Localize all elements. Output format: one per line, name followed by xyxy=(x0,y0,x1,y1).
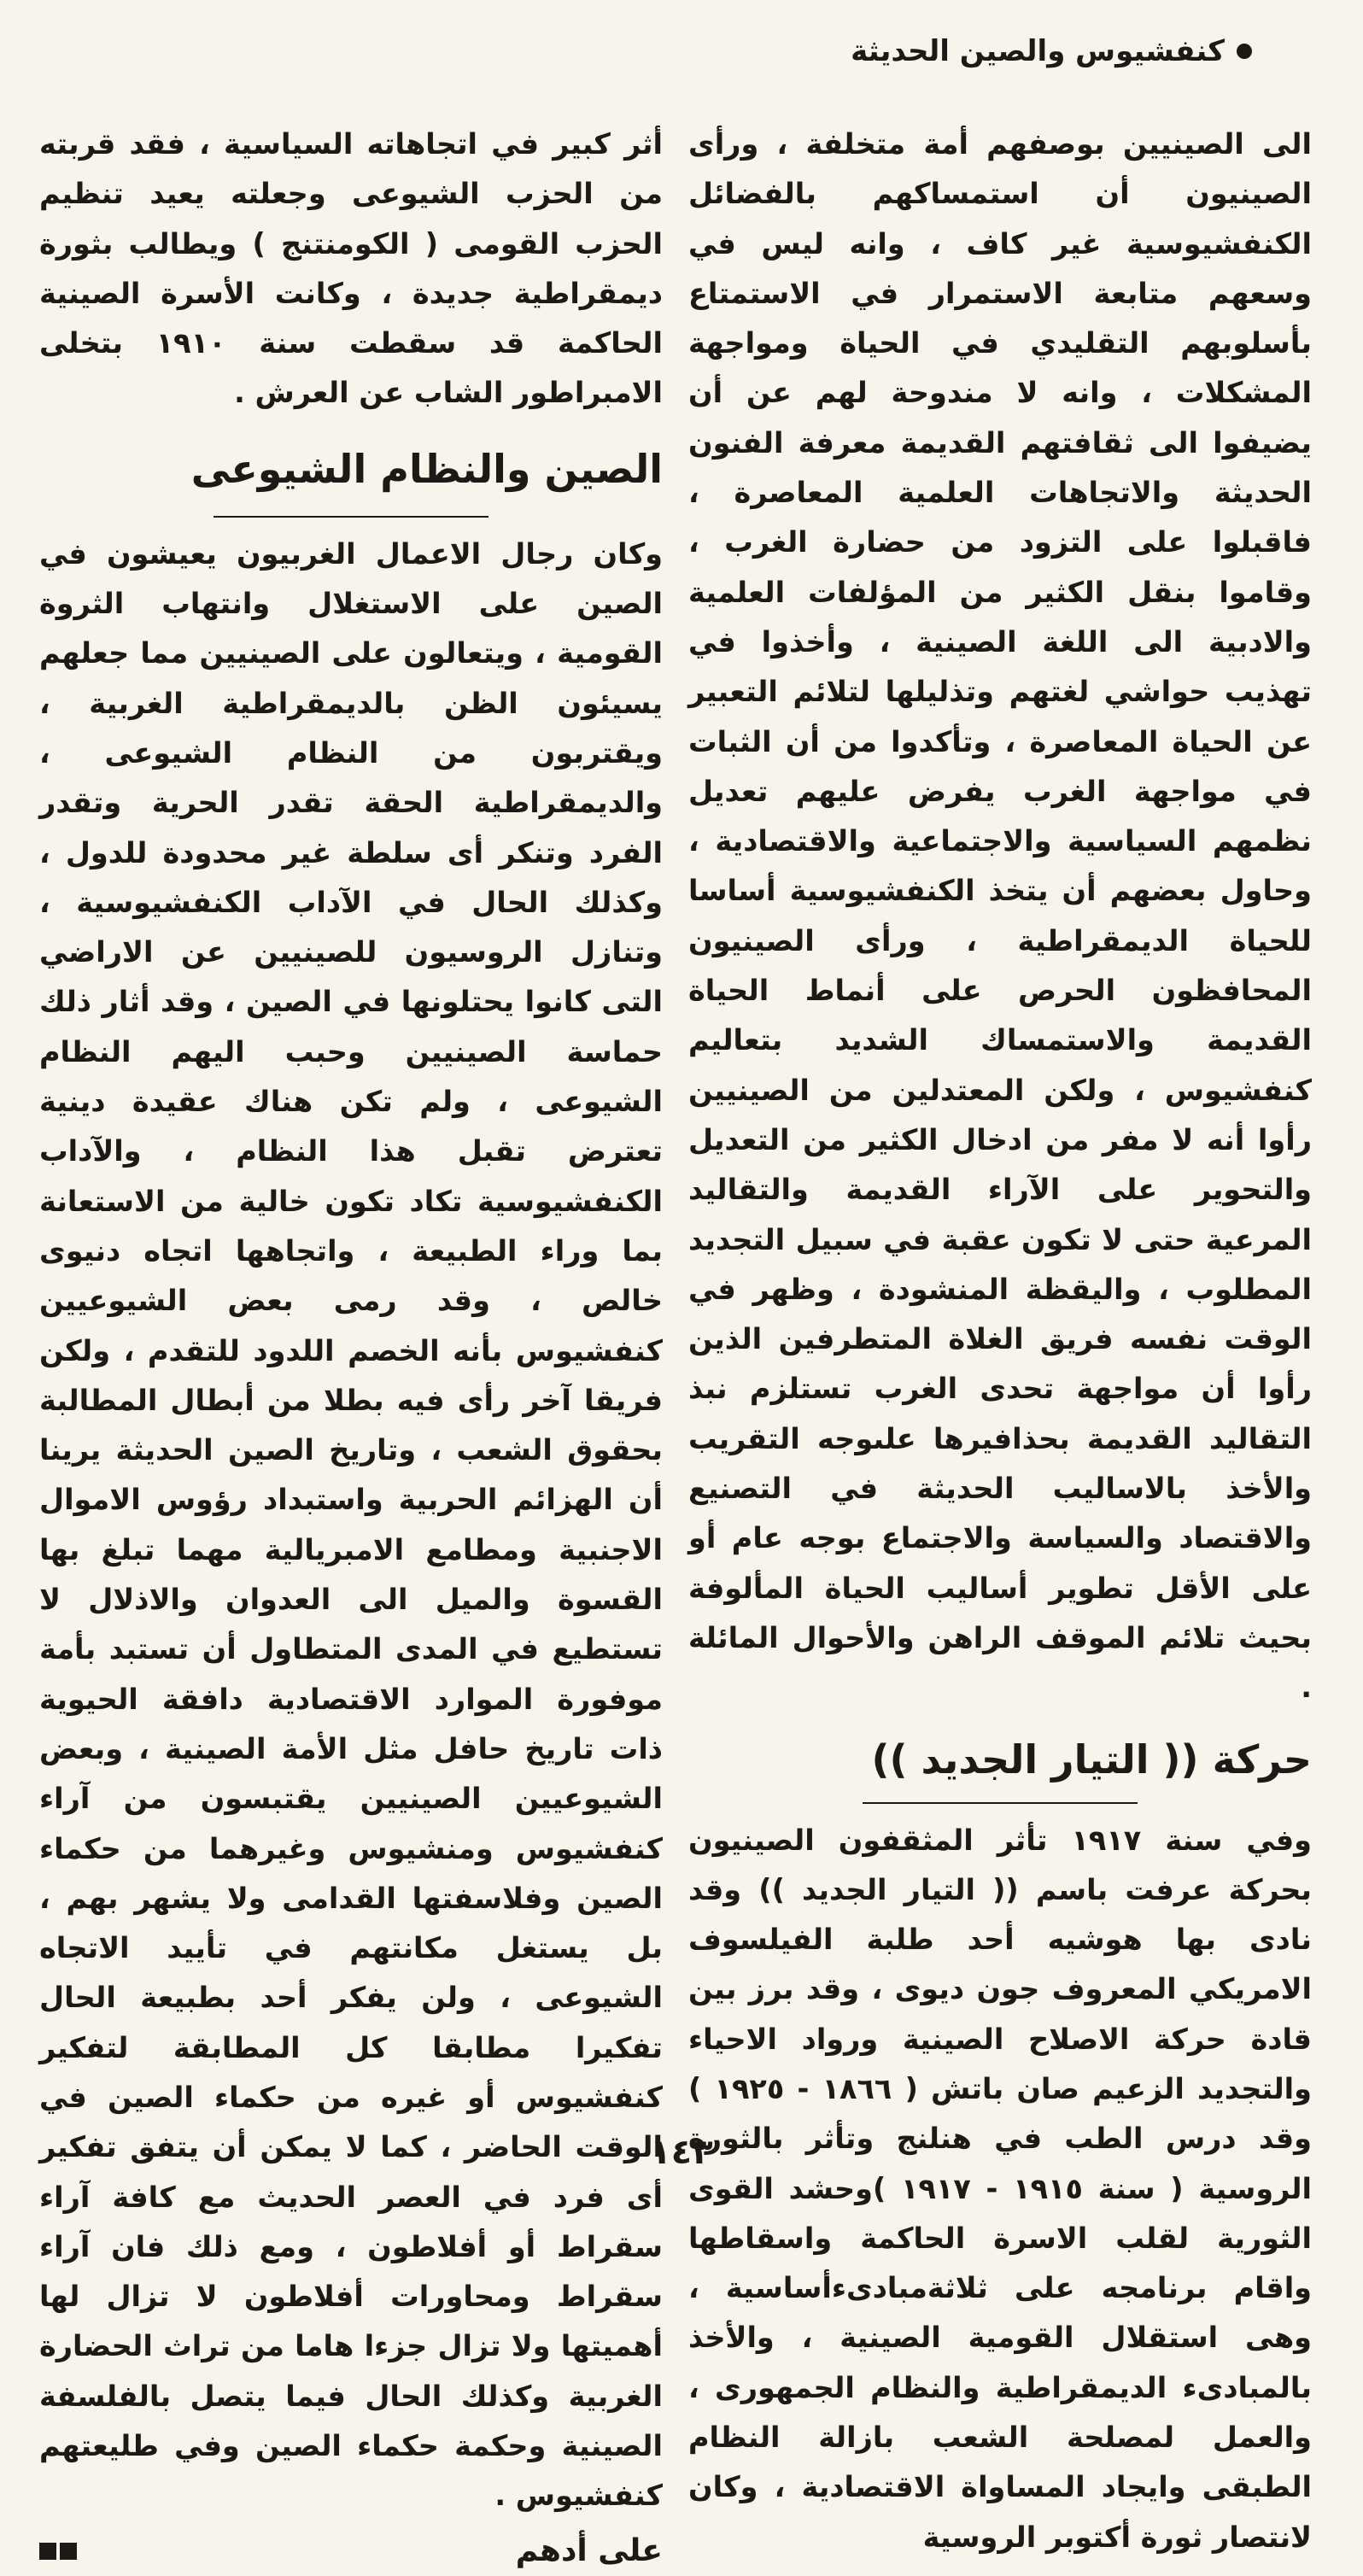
paragraph-political-influence: أثر كبير في اتجاهاته السياسية ، فقد قربته من الحزب الشيوعى وجعلته يعيد تنظيم الحزب القومى ( الكومنتنج ) ويطالب بثورة ديمقراطية جديدة ، وكانت الأسرة الصينية الحاكمة قد سقطت سنة ١٩١٠ بتخلى الامبراطور الشاب عن العرش . xyxy=(39,127,663,410)
paragraph-modernization: الى الصينيين بوصفهم أمة متخلفة ، ورأى الصينيون أن استمساكهم بالفضائل الكنفشيوسية غير كاف ، وانه ليس في وسعهم متابعة الاستمرار في الاستمتاع بأسلوبهم التقليدي في الحياة ومواجهة المشكلات ، وانه لا مندوحة لهم عن أن يضيفوا الى ثقافتهم القديمة معرفة الفنون الحديثة والاتجاهات العلمية المعاصرة ، فاقبلوا على التزود من حضارة الغرب ، وقاموا بنقل الكثير من المؤلفات العلمية والادبية الى اللغة الصينية ، وأخذوا في تهذيب حواشي لغتهم وتذليلها لتلائم التعبير عن الحياة المعاصرة ، وتأكدوا من أن الثبات في مواجهة الغرب يفرض عليهم تعديل نظمهم السياسية والاجتماعية والاقتصادية ، وحاول بعضهم أن يتخذ الكنفشيوسية أساسا للحياة الديمقراطية ، ورأى الصينيون المحافظون الحرص على أنماط الحياة القديمة والاستمساك الشديد بتعاليم كنفشيوس ، ولكن المعتدلين من الصينيين رأوا أنه لا مفر من ادخال الكثير من التعديل والتحوير على الآراء القديمة والتقاليد المرعية حتى لا تكون عقبة في سبيل التجديد المطلوب ، واليقظة المنشودة ، وظهر في الوقت نفسه فريق الغلاة المتطرفين الذين رأوا أن مواجهة تحدى الغرب تستلزم نبذ التقاليد القديمة بحذافيرها علىوجه التقريب والأخذ بالاساليب الحديثة في التصنيع والاقتصاد والسياسة والاجتماع بوجه عام أو على الأقل تطوير أساليب الحياة المألوفة بحيث تلائم الموقف الراهن والأحوال المائلة . xyxy=(688,127,1312,1705)
running-header-title: كنفشيوس والصين الحديثة xyxy=(851,34,1225,68)
running-header xyxy=(851,34,1252,68)
bullet-icon xyxy=(1237,44,1252,59)
section-heading-communism-text: الصين والنظام الشيوعى xyxy=(190,445,663,492)
paragraph-communism: وكان رجال الاعمال الغربيون يعيشون في الصين على الاستغلال وانتهاب الثروة القومية ، ويتعالون على الصينيين مما جعلهم يسيئون الظن بالديمقراطية الغربية ، ويقتربون من النظام الشيوعى ، والديمقراطية الحقة تقدر الحرية وتقدر الفرد وتنكر أى سلطة غير محدودة للدول ، وكذلك الحال في الآداب الكنفشيوسية ، وتنازل الروسيون للصينيين عن الاراضي التى كانوا يحتلونها في الصين ، وقد أثار ذلك حماسة الصينيين وحبب اليهم النظام الشيوعى ، ولم تكن هناك عقيدة دينية تعترض تقبل هذا النظام ، والآداب الكنفشيوسية تكاد تكون خالية من الاستعانة بما وراء الطبيعة ، واتجاهها اتجاه دنيوى خالص ، وقد رمى بعض الشيوعيين كنفشيوس بأنه الخصم اللدود للتقدم ، ولكن فريقا آخر رأى فيه بطلا من أبطال المطالبة بحقوق الشعب ، وتاريخ الصين الحديثة يرينا أن الهزائم الحربية واستبداد رؤوس الاموال الاجنبية ومطامع الامبريالية مهما تبلغ بها القسوة والميل الى العدوان والاذلال لا تستطيع في المدى المتطاول أن تستبد بأمة موفورة الموارد الاقتصادية دافقة الحيوية ذات تاريخ حافل مثل الأمة الصينية ، وبعض الشيوعيين الصينيين يقتبسون من آراء كنفشيوس ومنشيوس وغيرهما من حكماء الصين وفلاسفتها القدامى ولا يشهر بهم ، بل يستغل مكانتهم في تأييد الاتجاه الشيوعى ، ولن يفكر أحد بطبيعة الحال تفكيرا مطابقا كل المطابقة لتفكير كنفشيوس أو غيره من حكماء الصين في الوقت الحاضر ، كما لا يمكن أن يتفق تفكير أى فرد في العصر الحديث مع كافة آراء سقراط أو أفلاطون ، ومع ذلك فان آراء سقراط ومحاورات أفلاطون لا تزال لها أهميتها ولا تزال جزءا هاما من تراث الحضارة الغربية وكذلك الحال فيما يتصل بالفلسفة الصينية وحكمة حكماء الصين وفي طليعتهم كنفشيوس . xyxy=(39,536,663,2513)
heading-underline xyxy=(214,516,488,518)
left-column xyxy=(39,120,663,2576)
author-name: على أدهم xyxy=(515,2532,663,2568)
heading-underline xyxy=(863,1802,1137,1804)
section-heading-communism xyxy=(39,419,663,530)
right-column xyxy=(688,120,1312,2562)
paragraph-new-tide: وفي سنة ١٩١٧ تأثر المثقفون الصينيون بحركة عرفت باسم (( التيار الجديد )) وقد نادى بها هوشيه أحد طلبة الفيلسوف الامريكي المعروف جون ديوى ، وقد برز بين قادة حركة الاصلاح الصينية ورواد الاحياء والتجديد الزعيم صان باتش ( ١٨٦٦ - ١٩٢٥ ) وقد درس الطب في هنلنج وتأثر بالثورة الروسية ( سنة ١٩١٥ - ١٩١٧ )وحشد القوى الثورية لقلب الاسرة الحاكمة واسقاطها واقام برنامجه على ثلاثةمبادىءأساسية ، وهى استقلال القومية الصينية ، والأخذ بالمبادىء الديمقراطية والنظام الجمهورى ، والعمل لمصلحة الشعب بازالة النظام الطبقى وايجاد المساواة الاقتصادية ، وكان لانتصار ثورة أكتوبر الروسية xyxy=(688,1823,1312,2554)
end-mark-icon xyxy=(39,2543,77,2560)
page-number: ١٤٣ xyxy=(650,2133,713,2172)
section-heading-new-tide-text: حركة (( التيار الجديد )) xyxy=(871,1736,1312,1783)
signature-row xyxy=(39,2526,663,2576)
section-heading-new-tide xyxy=(688,1713,1312,1816)
